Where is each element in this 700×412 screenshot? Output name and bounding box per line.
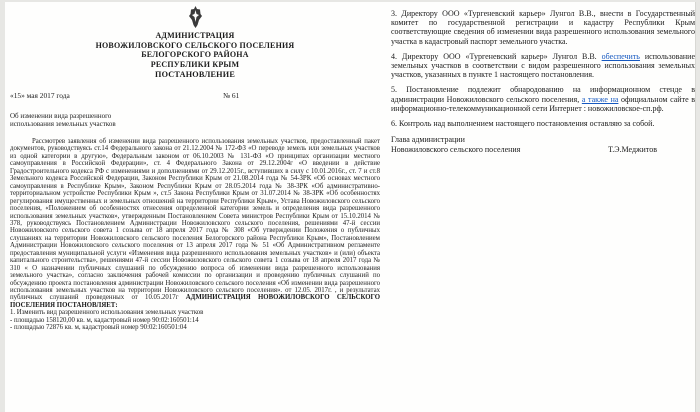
resolution-item-6: 6. Контроль над выполнением настоящего постановления оставляю за собой. <box>391 119 655 129</box>
document-type-title: ПОСТАНОВЛЕНИЕ <box>155 70 235 80</box>
signature-block <box>391 135 695 155</box>
signatory-row <box>391 145 695 155</box>
org-name-line: АДМИНИСТРАЦИЯ <box>155 31 235 40</box>
doc-date: «15» мая 2017 года <box>10 90 70 100</box>
signatory-name: Т.Э.Меджитов <box>608 145 657 155</box>
org-name-line: РЕСПУБЛИКИ КРЫМ <box>150 59 240 69</box>
item-4-text: 4. Директору ООО «Тургеневский карьер» Лунгол В.В. <box>391 51 602 61</box>
preamble-text: Рассмотрев заявления об изменении вида разрешенного использования земельных участков, предоставленный пакет документов, руководствуясь ст.14 Федерального закона от 21.12.2004 № 172-ФЗ «О переводе земель или земельных участков из одной категории в другую», Федеральным законом от 06.10.2003 № 131-ФЗ «О принципах организации местного самоуправления в Российской Федерации», ст. 4 Федерального Закона от 29.12.2004г «О введении в действие Градостроительного кодекса РФ с изменениями и дополнениями от 29.12.2015г., вступивших в силу с 10.01.2016г., ст. 7 и ст.8 Земельного кодекса Российской Федерации, Законом Республики Крым от 21.08.2014 года № 54-ЗРК «Об основах местного самоуправления в Республике Крым», Законом Республики Крым от 28.05.2014 года № 38-ЗРК «Об административно-территориальном устройстве Республики Крым », ст.5 Закона Республики Крым от 31.07.2014 № 38-ЗРК «Об особенностях регулирования имущественных и земельных отношений на территории Республики Крым», Устава Новожиловского сельского поселения, «Положением об особенностях отнесения определенной категории земель и определения вида разрешенного использования земельных участков», утвержденным Постановлением Совета министров Республики Крым от 15.10.2014 № 378, руководствуясь Постановлением Администрации Новожиловского сельского поселения, решениями 47-й сессии Новожиловского сельского совета 1 созыва от 18 апреля 2017 года № 308 «Об утверждении Положения о публичных слушаниях на территории Новожиловского сельского поселения Белогорского района Республики Крым», Постановлением Администрации Новожиловского сельского поселения от 13 апреля 2017 года № 51 «Об Административном регламенте предоставления муниципальной услуги «Изменения вида разрешенного использования земельных участков» и (или) объекта капитального строительства», решениями 47-й сессии Новожиловского сельского совета 1 созыва от 18 апреля 2017 года № 310 « О назначении публичных слушаний по обсуждению вопроса об изменении вида разрешенного использования земельного участка», согласно заключения рабочей комиссии по организации и проведению публичных слушаний по обсуждению проекта постановления администрации Новожиловского сельского поселения «Об изменении вида разрешенного использования земельных участков на территории Новожиловского сельского поселения». от 12.05. 2017г. , и результатах публичных слушаний проведенных от 10.05.2017г <box>10 137 380 302</box>
resolution-item-5 <box>391 85 695 113</box>
item-4-text: использование земельных участков в соответствии с видом разрешенного использования земельных участков, указанных в пункте 1 настоящего постановления. <box>391 51 695 80</box>
resolution-item-1: 1. Изменить вид разрешенного использования земельных участков <box>10 309 204 317</box>
doc-subject-line: Об изменении вида разрешенного <box>10 111 112 120</box>
coat-of-arms-icon <box>10 6 380 30</box>
document-left-column <box>10 6 380 332</box>
resolution-item-4 <box>391 52 695 80</box>
signatory-title: Глава администрации <box>391 135 465 145</box>
parcel-line: - площадью 158120,00 кв. м, кадастровый номер 90:02:160501:14 <box>10 316 199 324</box>
preamble-paragraph <box>10 138 380 309</box>
doc-number: № 61 <box>223 90 240 100</box>
item-5-marked-word[interactable]: а также на <box>581 94 619 104</box>
item-5-text: официальном сайте в информационно-телекоммуникационной сети Интернет : новожиловское-сп.рф. <box>391 94 695 113</box>
item-4-marked-word[interactable]: обеспечить <box>601 51 640 61</box>
org-name-line: НОВОЖИЛОВСКОГО СЕЛЬСКОГО ПОСЕЛЕНИЯ <box>95 40 295 50</box>
resolution-clause: АДМИНИСТРАЦИЯ НОВОЖИЛОВСКОГО СЕЛЬСКОГО ПОСЕЛЕНИЯ ПОСТАНОВЛЯЕТ: <box>10 294 380 309</box>
doc-subject-line: использования земельных участков <box>10 119 116 128</box>
org-name-line: БЕЛОГОРСКОГО РАЙОНА <box>141 50 249 60</box>
page-background <box>5 2 696 412</box>
doc-subject <box>10 112 380 128</box>
item-5-text: 5. Постановление подлежит обнародованию на информационном стенде в администрации Новожиловского сельского поселения, <box>391 85 695 104</box>
parcel-line: - площадью 72876 кв. м, кадастровый номер 90:02:160501:04 <box>10 324 187 332</box>
resolution-item-3: 3. Директору ООО «Тургеневский карьер» Лунгол В.В., внести в Государственный комитет по государственной регистрации и кадастру Республики Крым соответствующие сведения об изменении вида разрешенного использования земельного участка в кадастровый паспорт земельного участка. <box>391 9 695 46</box>
document-right-column <box>391 9 695 155</box>
signatory-org: Новожиловского сельского поселения <box>391 145 521 155</box>
date-number-row <box>10 91 380 101</box>
